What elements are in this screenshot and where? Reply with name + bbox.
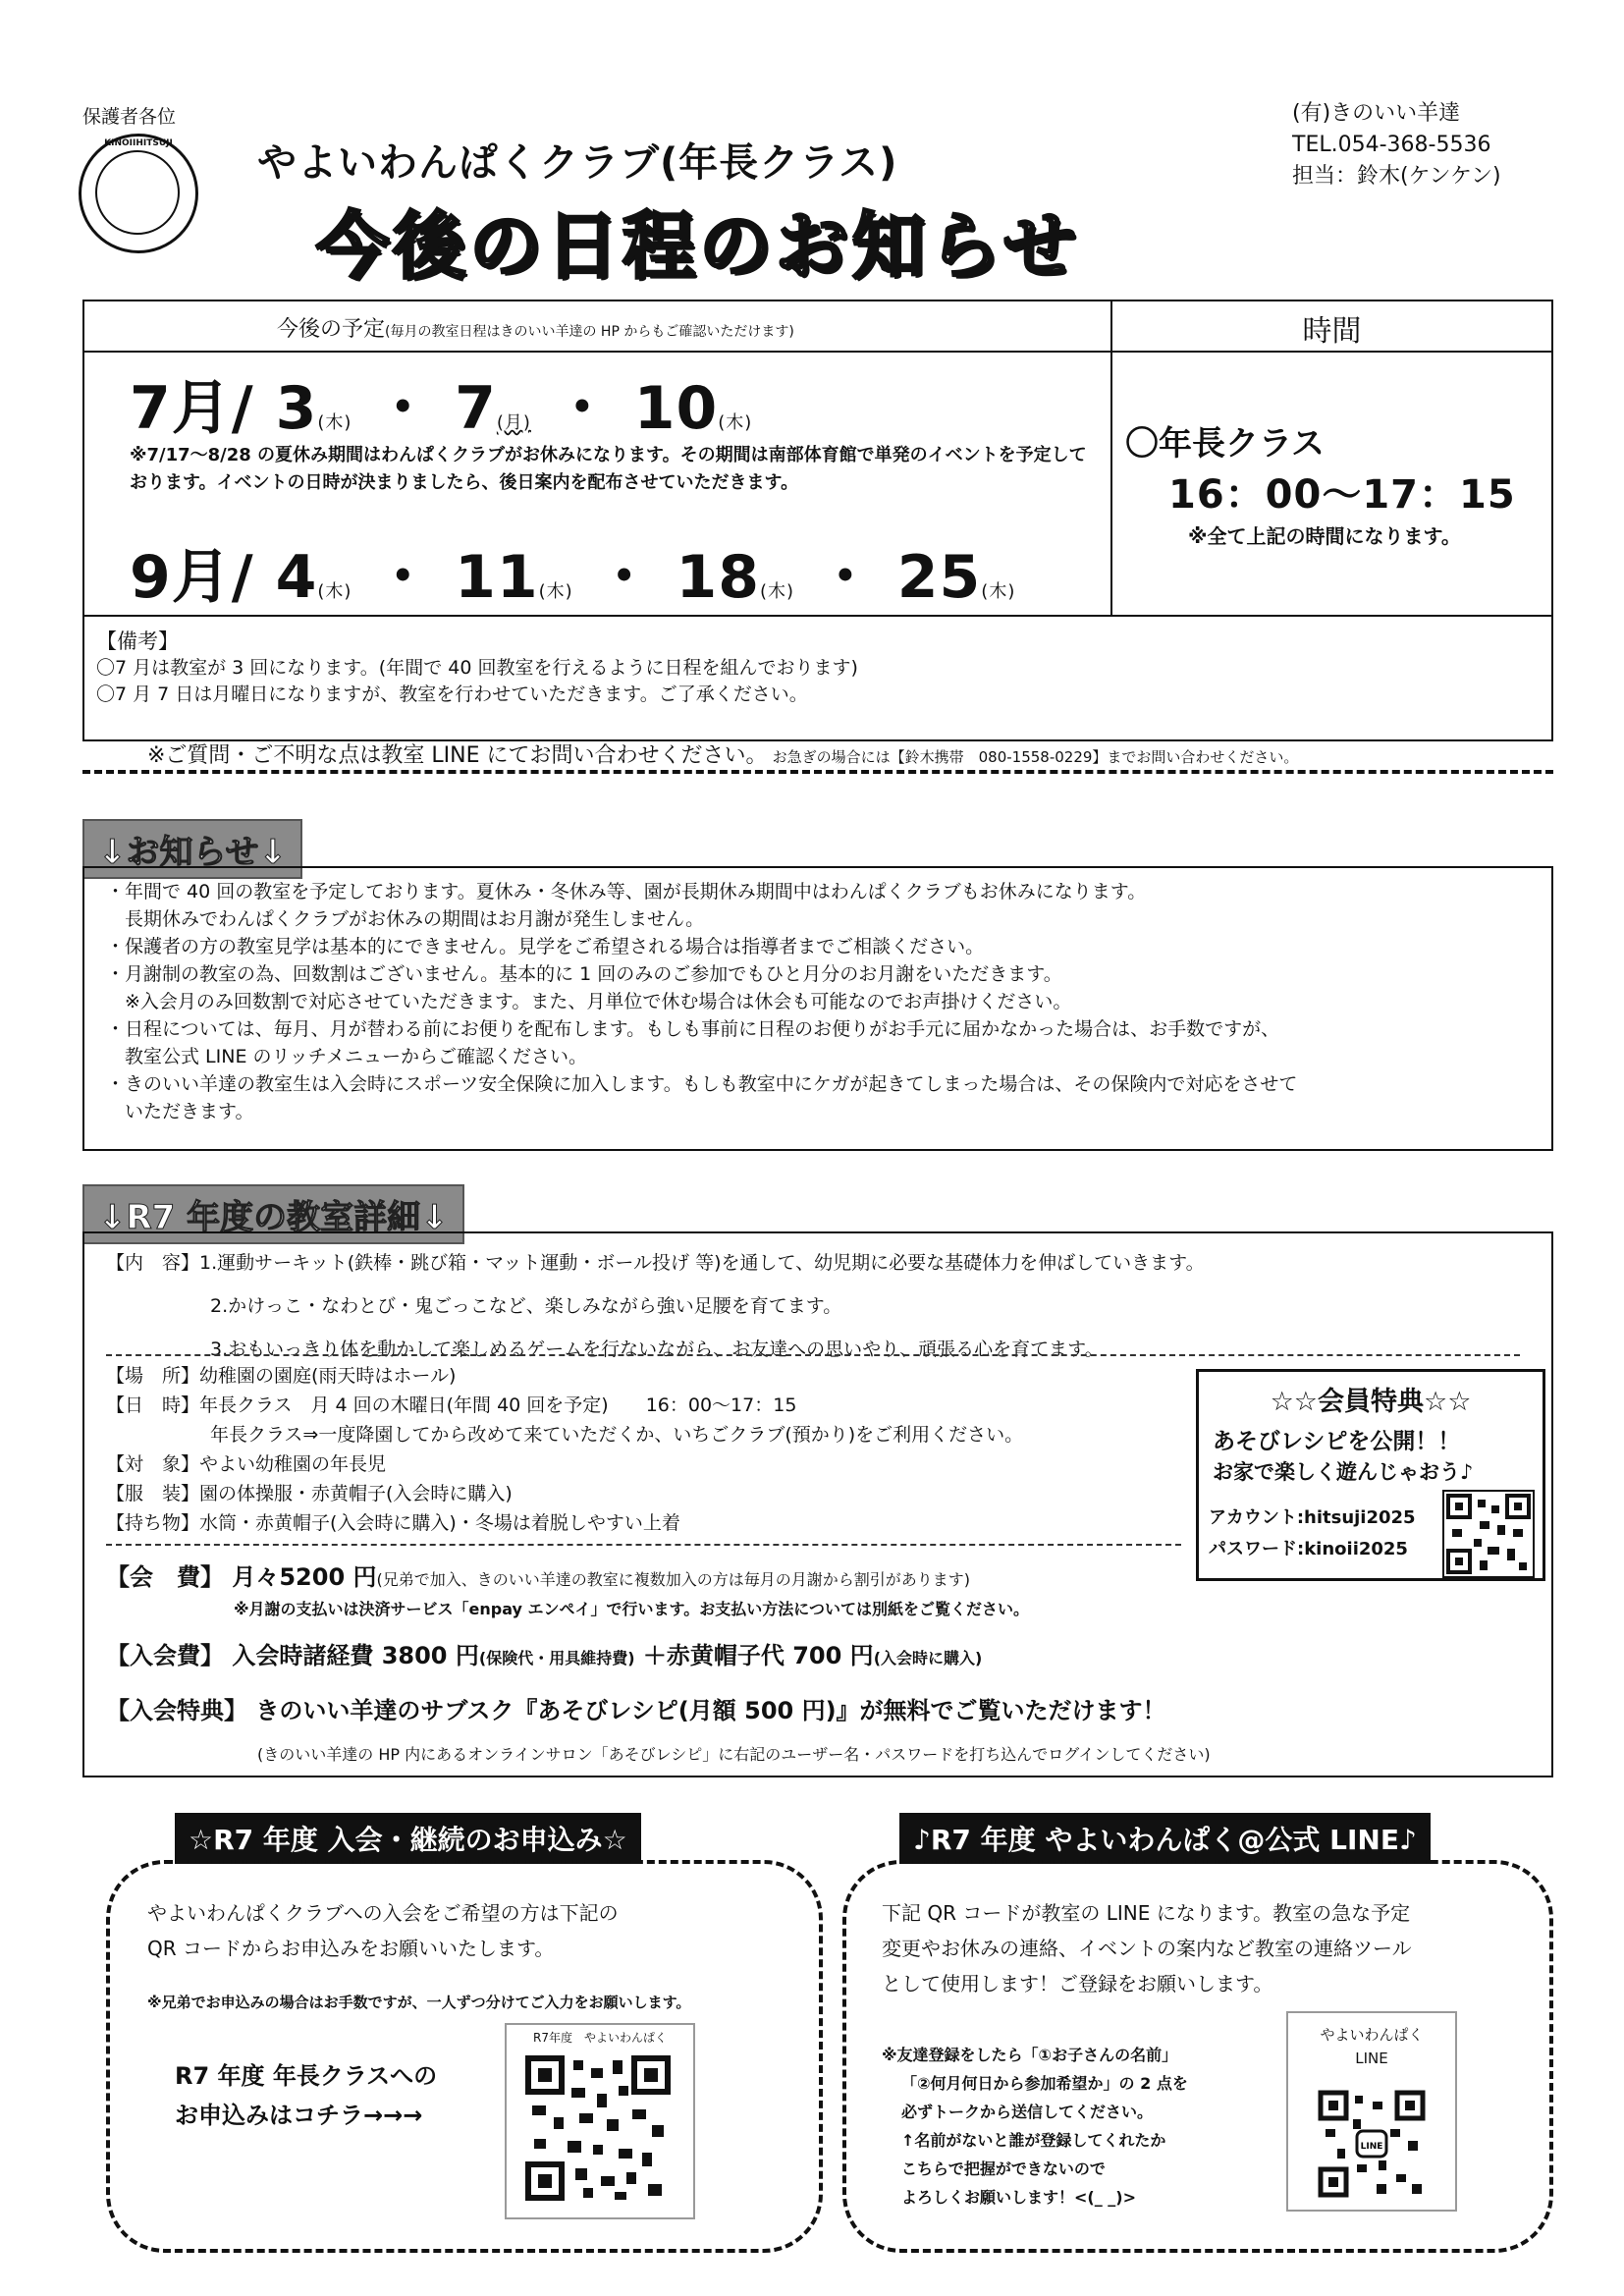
nyukai-row (106, 1636, 982, 1670)
summer-note: ※7/17～8/28 の夏休み期間はわんぱくクラブがお休みになります。その期間は南部体育館で単発のイベントを予定しております。イベントの日時が決まりましたら、後日案内を配布させていただきます。 (130, 445, 1087, 493)
perk-line-2: お家で楽しく遊んじゃおう♪ (1213, 1460, 1474, 1484)
notice-item: いただきます。 (106, 1101, 254, 1122)
staff-name: 担当：鈴木(ケンケン) (1292, 164, 1501, 189)
perk-title: ☆☆会員特典☆☆ (1270, 1387, 1472, 1417)
nyukai-2: ＋赤黄帽子代 700 円 (642, 1642, 874, 1669)
basho: 幼稚園の園庭(雨天時はホール) (199, 1365, 457, 1387)
taisho: やよい幼稚園の年長児 (199, 1453, 387, 1475)
july-month: 7月 (130, 374, 232, 443)
sept-month: 9月 (130, 543, 232, 612)
line-qr-code[interactable] (1286, 2011, 1457, 2212)
mochimono: 水筒・赤黄帽子(入会時に購入)・冬場は着脱しやすい上着 (199, 1512, 680, 1534)
contact-main: ※ご質問・ご不明な点は教室 LINE にてお問い合わせください。 (147, 743, 768, 768)
kaihi: 月々5200 円 (232, 1563, 377, 1591)
apply-cta (175, 2056, 437, 2135)
july-weekday-3: (木) (718, 412, 753, 433)
details-tab: ↓R7 年度の教室詳細↓ (82, 1184, 464, 1244)
line-note-3: 必ずトークから送信してください。 (901, 2103, 1154, 2121)
basho-label: 【場 所】 (106, 1365, 200, 1387)
naiyo-3: 3.おもいっきり体を動かして楽しめるゲームを行ないながら、お友達への思いやり、頑張る心を育てます。 (210, 1339, 1104, 1360)
nyukai-2-note: (入会時に購入) (873, 1649, 983, 1667)
sept-day-2: 11 (455, 543, 539, 612)
fee-row (106, 1558, 970, 1592)
july-dates (130, 361, 752, 446)
contact-line (147, 738, 1298, 769)
addressee: 保護者各位 (82, 106, 177, 128)
company-info (1292, 98, 1501, 192)
slash: / (231, 374, 276, 443)
line-text (882, 1895, 1412, 2001)
dashed-separator (82, 770, 1553, 774)
nyukai-1-note: (保険代・用具維持費) (478, 1649, 635, 1667)
dot: ・ (815, 543, 897, 612)
notice-item: ・きのいい羊達の教室生は入会時にスポーツ安全保険に加入します。もしも教室中にケガが起きてしまった場合は、その保険内で対応をさせて (106, 1073, 1298, 1095)
nichiji-2: 年長クラス⇒一度降園してから改めて来ていただくか、いちごクラブ(預かり)をご利用ください。 (210, 1424, 1024, 1446)
company-name: (有)きのいい羊達 (1292, 101, 1461, 126)
apply-text-1: やよいわんぱくクラブへの入会をご希望の方は下記の (147, 1901, 619, 1925)
slash: / (231, 543, 276, 612)
biko (96, 629, 858, 708)
svg-text:LINE: LINE (1360, 2142, 1383, 2152)
july-weekday-2: (月) (496, 412, 531, 433)
kaihi-note: (兄弟で加入、きのいい羊達の教室に複数加入の方は毎月の月謝から割引があります) (376, 1570, 971, 1589)
july-day-3: 10 (633, 374, 719, 443)
fukuso-label: 【服 装】 (106, 1483, 200, 1504)
logo-face-icon (95, 150, 180, 235)
july-day-1: 3 (275, 374, 318, 443)
nyukai-label: 【入会費】 (106, 1642, 224, 1669)
logo-text: KINOIIHITSUJI (104, 138, 173, 148)
apply-text-2: QR コードからお申込みをお願いいたします。 (147, 1937, 555, 1960)
line-note-5: こちらで把握ができないので (901, 2159, 1106, 2178)
apply-tab: ☆R7 年度 入会・継続のお申込み☆ (175, 1813, 641, 1864)
detail-dashed-2 (106, 1544, 1181, 1546)
kaihi-note-2: ※月謝の支払いは決済サービス「enpay エンペイ」で行います。お支払い方法については別紙をご覧ください。 (234, 1600, 1029, 1618)
apply-text (147, 1895, 619, 1966)
biko-1: 〇7 月は教室が 3 回になります。(年間で 40 回教室を行えるように日程を組んでおります) (96, 657, 858, 679)
sept-day-3: 18 (676, 543, 760, 612)
notice-item: ※入会月のみ回数割で対応させていただきます。また、月単位で休む場合は休会も可能なのでお声掛けください。 (106, 991, 1072, 1012)
sept-day-4: 25 (896, 543, 982, 612)
time-head: 時間 (1302, 314, 1362, 349)
apply-qr-caption: R7年度 やよいわんぱく (533, 2031, 667, 2045)
kaihi-label: 【会 費】 (106, 1563, 224, 1591)
taisho-label: 【対 象】 (106, 1453, 200, 1475)
nyukai-1: 入会時諸経費 3800 円 (232, 1642, 479, 1669)
mochimono-label: 【持ち物】 (106, 1512, 200, 1534)
line-note-6: よろしくお願いします！<(_ _)> (901, 2188, 1137, 2207)
notice-box (82, 866, 1553, 1151)
line-qr-title (1288, 2013, 1455, 2070)
dot: ・ (552, 374, 634, 443)
notice-list (84, 868, 1551, 1135)
perk-password: パスワード:kinoii2025 (1209, 1539, 1408, 1559)
line-note-4: ↑名前がないと誰が登録してくれたか (901, 2131, 1166, 2150)
line-notes (882, 2041, 1188, 2212)
detail-naiyo (106, 1247, 1205, 1365)
naiyo-2: 2.かけっこ・なわとび・鬼ごっこなど、楽しみながら強い足腰を育てます。 (210, 1295, 842, 1317)
notice-tab: ↓お知らせ↓ (82, 819, 302, 879)
dot: ・ (373, 374, 456, 443)
apply-qr-code[interactable] (505, 2023, 695, 2219)
line-qr-title-1: やよいわんぱく (1320, 2026, 1424, 2044)
apply-cta-1: R7 年度 年長クラスへの (175, 2062, 438, 2090)
line-text-3: として使用します！ご登録をお願いします。 (882, 1972, 1273, 1995)
perk-account: アカウント:hitsuji2025 (1209, 1507, 1416, 1528)
perk-line-1: あそびレシピを公開！！ (1213, 1429, 1461, 1454)
member-perk-box (1196, 1369, 1545, 1581)
schedule-head-note: (毎月の教室日程はきのいい羊達の HP からもご確認いただけます) (385, 324, 794, 340)
schedule-head-label: 今後の予定 (277, 317, 386, 342)
tokuten-note: (きのいい羊達の HP 内にあるオンラインサロン「あそびレシピ」に右記のユーザー名・パスワードを打ち込んでログインしてください) (257, 1745, 1211, 1764)
apply-note: ※兄弟でお申込みの場合はお手数ですが、一人ずつ分けてご入力をお願いします。 (147, 1994, 691, 2011)
line-text-2: 変更やお休みの連絡、イベントの案内など教室の連絡ツール (882, 1937, 1412, 1960)
detail-dashed-1 (106, 1354, 1520, 1356)
sept-weekday-2: (木) (538, 581, 573, 602)
notice-item: ・日程については、毎月、月が替わる前にお便りを配布します。もしも事前に日程のお便りがお手元に届かなかった場合は、お手数ですが、 (106, 1018, 1280, 1040)
tokuten: きのいい羊達のサブスク『あそびレシピ(月額 500 円)』が無料でご覧いただけます！ (255, 1697, 1166, 1724)
time-note: ※全て上記の時間になります。 (1188, 524, 1461, 548)
detail-info (106, 1361, 1023, 1538)
contact-sub: お急ぎの場合には【鈴木携帯 080-1558-0229】までお問い合わせください。 (772, 748, 1299, 766)
sept-weekday-1: (木) (317, 581, 352, 602)
notice-item: ・年間で 40 回の教室を予定しております。夏休み・冬休み等、園が長期休み期間中はわんぱくクラブもお休みになります。 (106, 881, 1147, 902)
notice-item: 教室公式 LINE のリッチメニューからご確認ください。 (106, 1046, 587, 1067)
company-tel: TEL.054-368-5536 (1292, 133, 1491, 157)
sept-dates (130, 530, 1015, 615)
tokuten-row (106, 1691, 1166, 1725)
club-title: やよいわんぱくクラブ(年長クラス) (257, 140, 898, 186)
nichiji-label: 【日 時】 (106, 1394, 200, 1416)
july-day-2: 7 (455, 374, 497, 443)
schedule-biko-divider (82, 615, 1553, 617)
dot: ・ (373, 543, 456, 612)
page-title: 今後の日程のお知らせ (316, 204, 1080, 289)
line-note-2: 「②何月何日から参加希望か」の 2 点を (901, 2074, 1188, 2093)
time-value: 16：00～17：15 (1168, 472, 1516, 518)
tokuten-label: 【入会特典】 (106, 1697, 247, 1724)
line-tab: ♪R7 年度 やよいわんぱく@公式 LINE♪ (899, 1813, 1431, 1864)
perk-qr-code[interactable] (1442, 1490, 1535, 1578)
line-text-1: 下記 QR コードが教室の LINE になります。教室の急な予定 (882, 1901, 1411, 1925)
sept-day-1: 4 (275, 543, 318, 612)
july-weekday-1: (木) (317, 412, 352, 433)
notice-item: ・月謝制の教室の為、回数割はございません。基本的に 1 回のみのご参加でもひと月分のお月謝をいただきます。 (106, 963, 1062, 985)
line-qr-title-2: LINE (1355, 2050, 1388, 2067)
naiyo-1: 1.運動サーキット(鉄棒・跳び箱・マット運動・ボール投げ 等)を通して、幼児期に必要な基礎体力を伸ばしていきます。 (199, 1252, 1205, 1274)
notice-item: 長期休みでわんぱくクラブがお休みの期間はお月謝が発生しません。 (106, 908, 705, 930)
sept-weekday-4: (木) (981, 581, 1016, 602)
time-class: 〇年長クラス (1125, 424, 1325, 464)
naiyo-label: 【内 容】 (106, 1252, 200, 1274)
dot: ・ (594, 543, 677, 612)
fukuso: 園の体操服・赤黄帽子(入会時に購入) (199, 1483, 513, 1504)
apply-cta-2: お申込みはコチラ→→→ (175, 2102, 423, 2129)
logo (79, 134, 198, 253)
schedule-head-divider (82, 351, 1553, 353)
notice-item: ・保護者の方の教室見学は基本的にできません。見学をご希望される場合は指導者までご相談ください。 (106, 936, 985, 957)
sept-weekday-3: (木) (759, 581, 795, 602)
schedule-head (277, 312, 794, 343)
line-note-1: ※友達登録をしたら「①お子さんの名前」 (882, 2046, 1178, 2064)
nichiji-1: 年長クラス 月 4 回の木曜日(年間 40 回を予定) 16：00～17：15 (199, 1394, 797, 1416)
biko-2: 〇7 月 7 日は月曜日になりますが、教室を行わせていただきます。ご了承ください。 (96, 683, 808, 705)
biko-label: 【備考】 (96, 629, 179, 653)
